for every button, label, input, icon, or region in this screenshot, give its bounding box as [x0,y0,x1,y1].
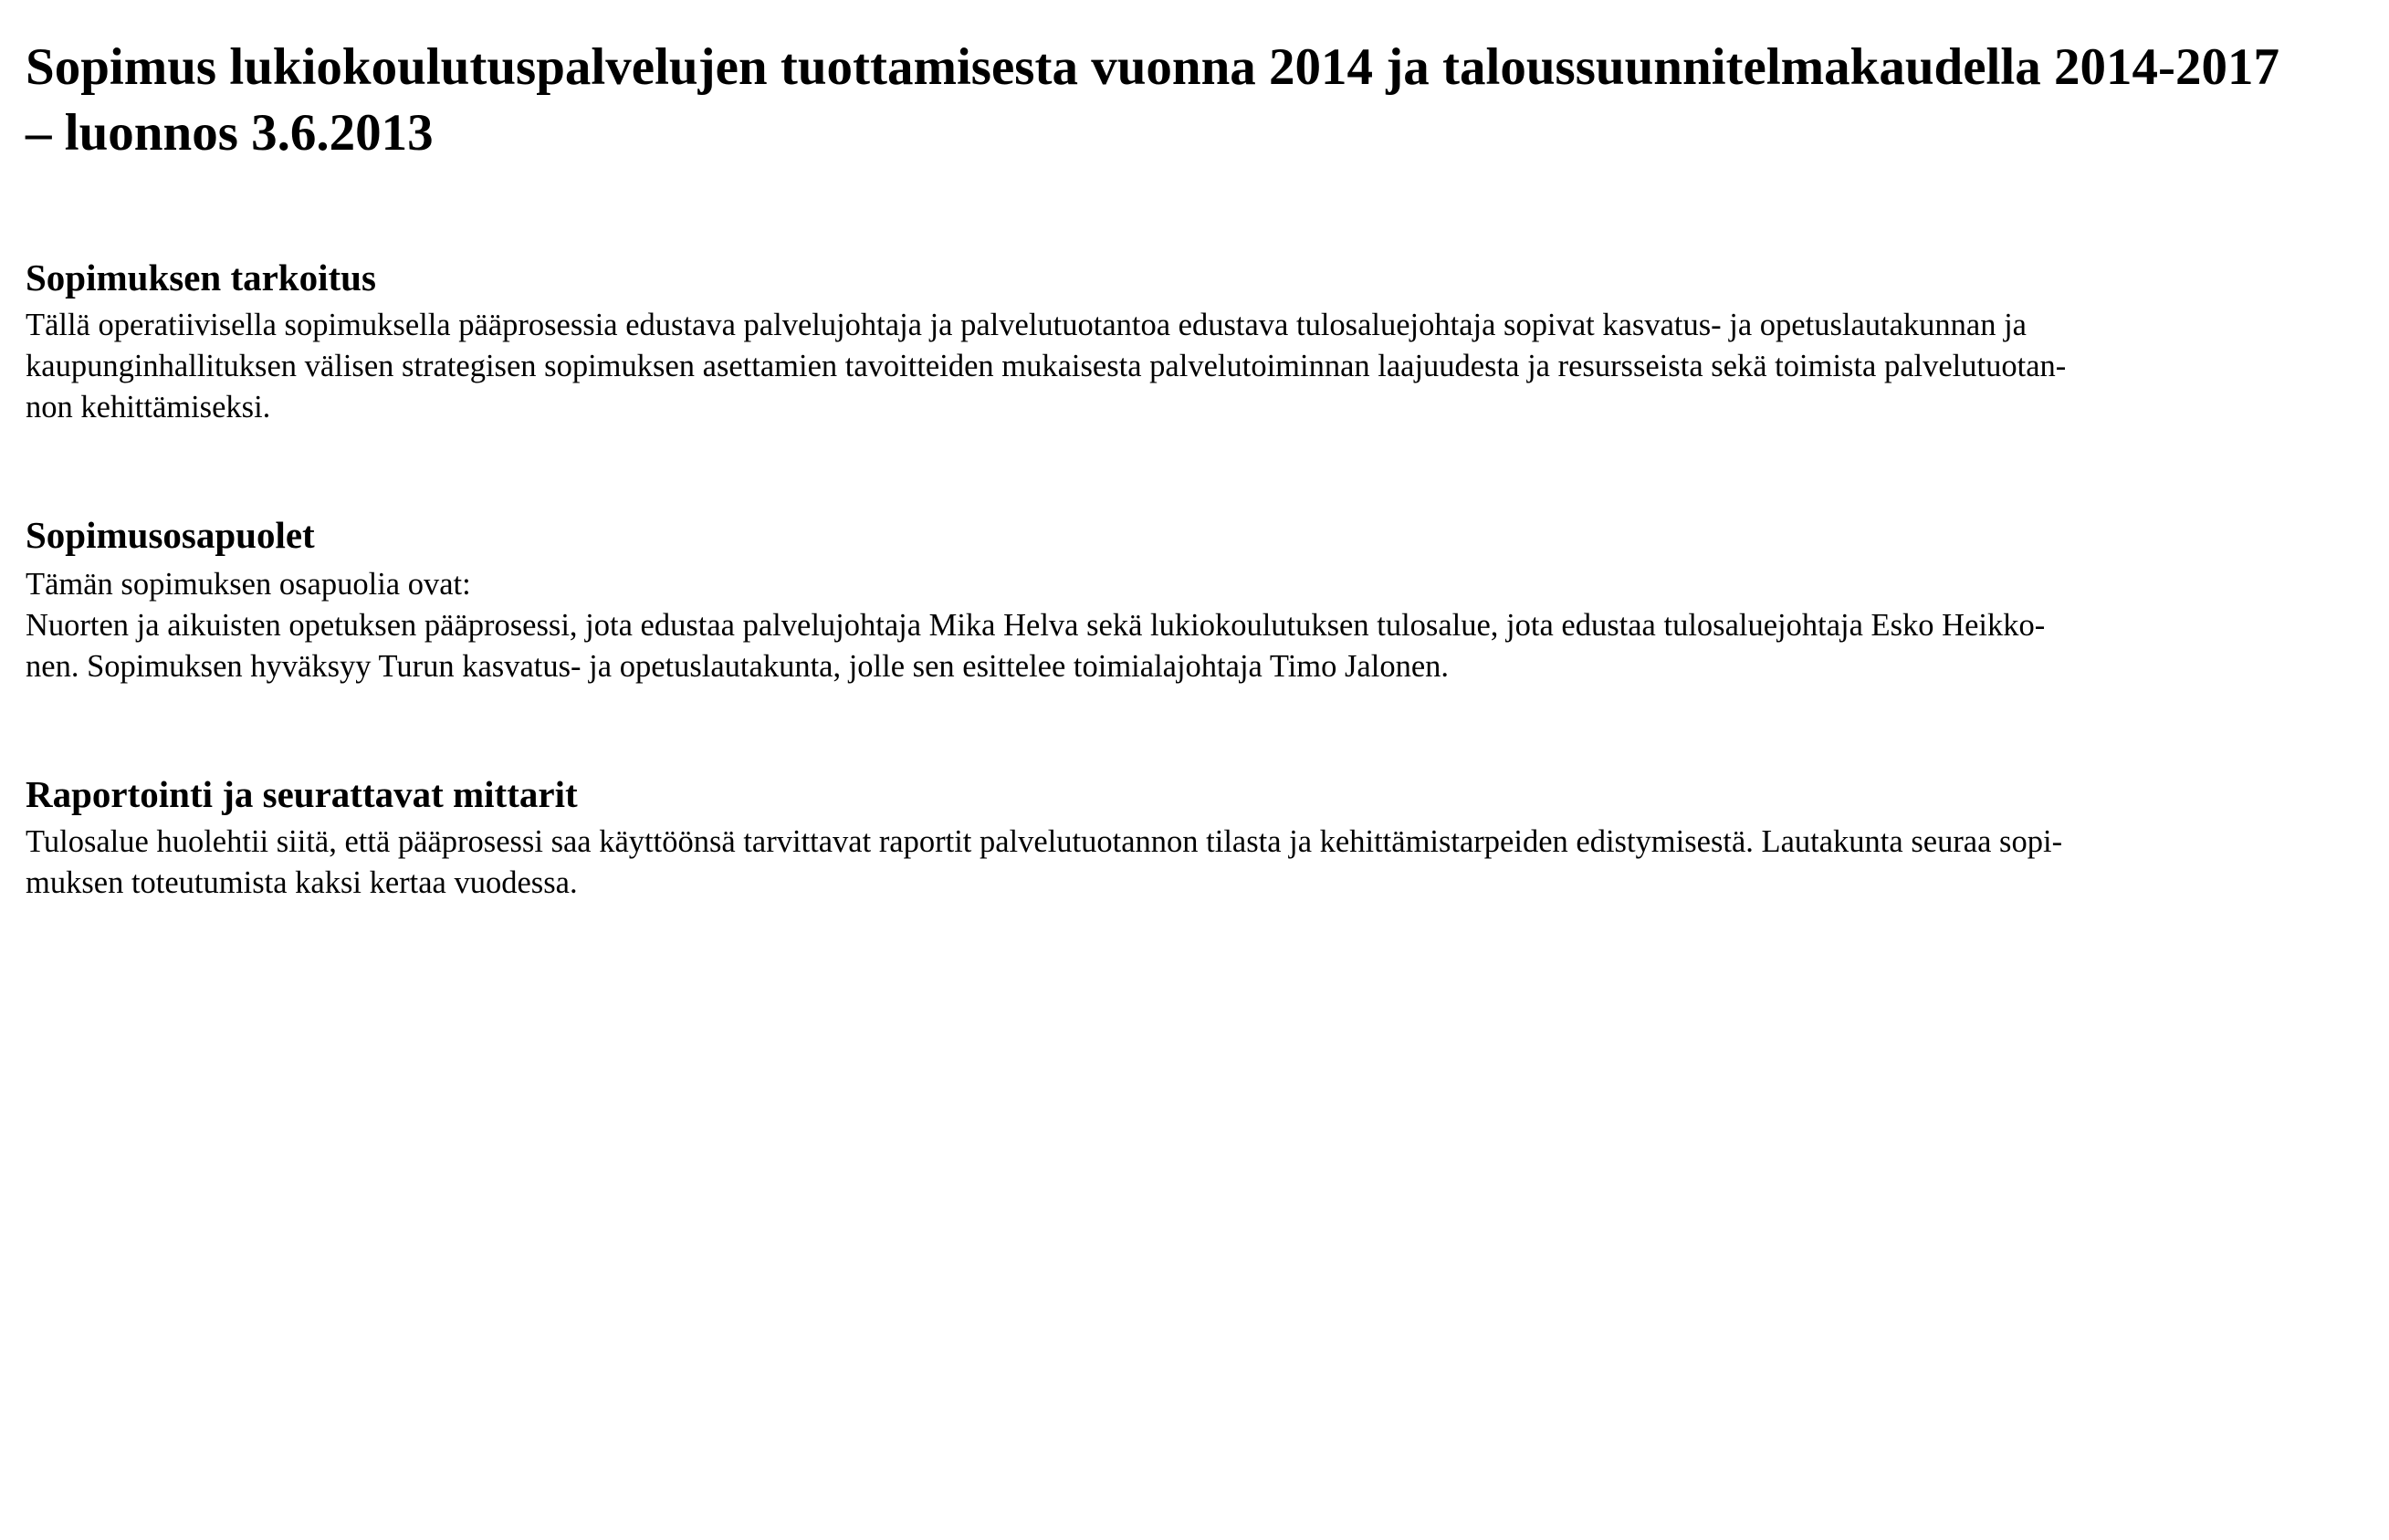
section-parties [26,511,2372,687]
section-purpose [26,254,2372,428]
section-heading-parties: Sopimusosapuolet [26,514,315,556]
document-title: Sopimus lukiokoulutuspalvelujen tuottamisesta vuonna 2014 ja taloussuunnitelmakaudella 2014-2017 – luonnos 3.6.2013 [26,38,2279,162]
section-heading-purpose: Sopimuksen tarkoitus [26,257,376,299]
section-reporting [26,770,2372,904]
section-body-purpose: Tällä operatiivisella sopimuksella pääprosessia edustava palvelujohtaja ja palvelutuotantoa edustava tulosaluejohtaja sopivat kasvatus- ja opetuslautakunnan ja kaupunginhallituksen välisen strategisen sopimuksen asettamien tavoitteiden mukaisesta palvelutoiminnan laajuudesta ja resursseista sekä toimista palvelutuotan- non kehittämiseksi. [26,308,2067,424]
section-body-parties: Tämän sopimuksen osapuolia ovat: Nuorten ja aikuisten opetuksen pääprosessi, jota edustaa palvelujohtaja Mika Helva sekä lukiokoulutuksen tulosalue, jota edustaa tulosaluejohtaja Esko Heikko- nen. Sopimuksen hyväksyy Turun kasvatus- ja opetuslautakunta, jolle sen esittelee toimialajohtaja Timo Jalonen. [26,567,2046,684]
section-body-reporting: Tulosalue huolehtii siitä, että pääprosessi saa käyttöönsä tarvittavat raportit palvelutuotannon tilasta ja kehittämistarpeiden edistymisestä. Lautakunta seuraa sopi- muksen toteutumista kaksi kertaa vuodessa. [26,824,2063,900]
section-heading-reporting: Raportointi ja seurattavat mittarit [26,773,578,815]
